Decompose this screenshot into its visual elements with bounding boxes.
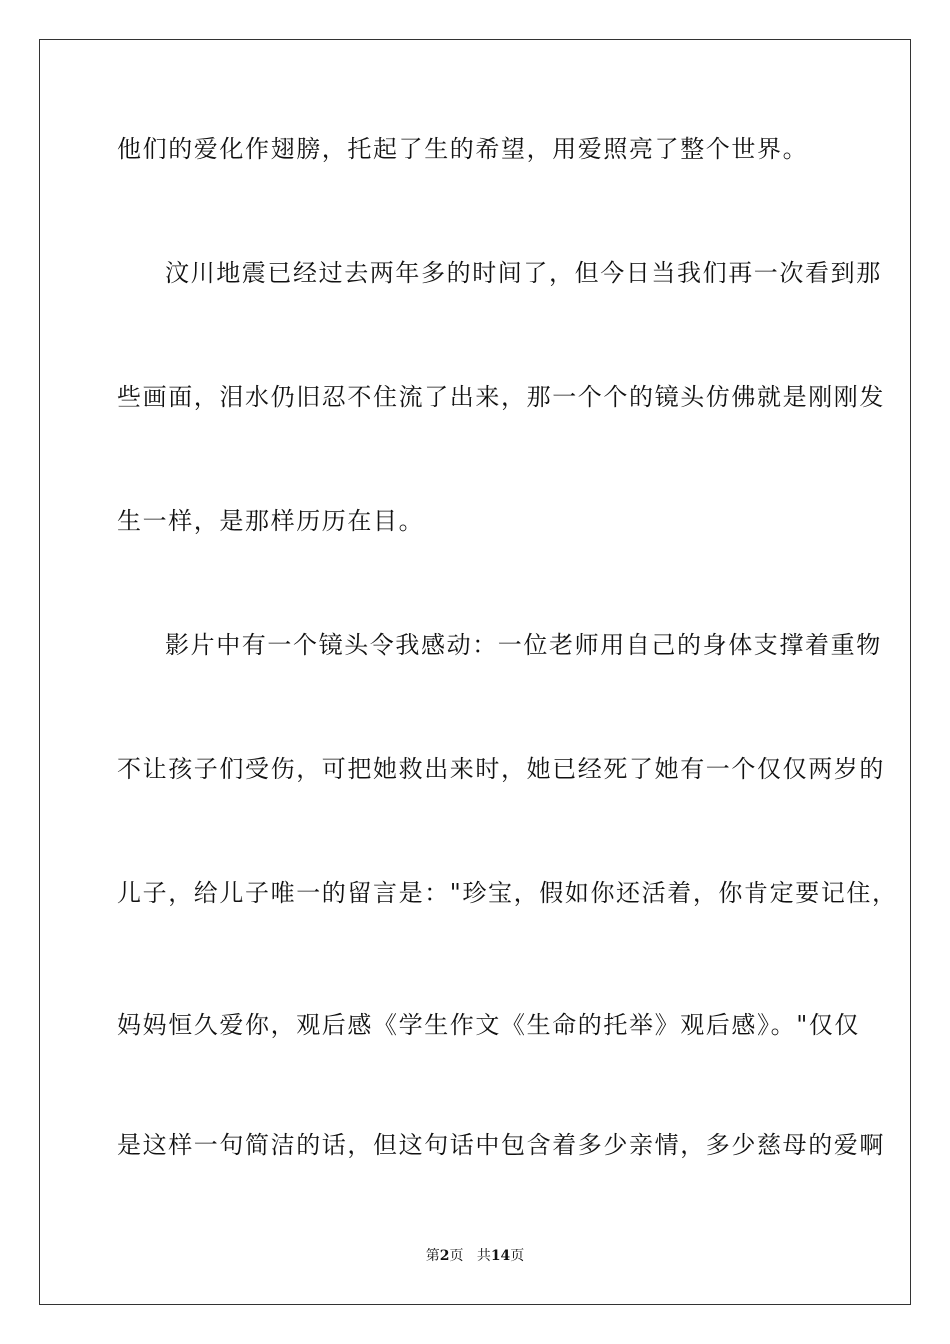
paragraph-line: 汶川地震已经过去两年多的时间了，但今日当我们再一次看到那 [165, 259, 882, 287]
paragraph-line: 是这样一句简洁的话，但这句话中包含着多少亲情，多少慈母的爱啊 [117, 1131, 885, 1159]
total-pages: 14 [490, 1248, 511, 1264]
total-prefix: 共 [476, 1248, 491, 1264]
paragraph-line: 影片中有一个镜头令我感动：一位老师用自己的身体支撑着重物 [165, 631, 882, 659]
paragraph-line: 些画面，泪水仍旧忍不住流了出来，那一个个的镜头仿佛就是刚刚发 [117, 383, 885, 411]
paragraph-line: 儿子，给儿子唯一的留言是："珍宝，假如你还活着，你肯定要记住， [117, 879, 898, 907]
page-suffix: 页 [449, 1248, 464, 1264]
total-suffix: 页 [510, 1248, 525, 1264]
page-number: 2 [439, 1248, 450, 1264]
paragraph-line: 他们的爱化作翅膀，托起了生的希望，用爱照亮了整个世界。 [117, 135, 809, 163]
page-border [39, 39, 911, 1305]
paragraph-line: 不让孩子们受伤，可把她救出来时，她已经死了她有一个仅仅两岁的 [117, 755, 885, 783]
page-footer [0, 1246, 950, 1266]
paragraph-line: 生一样，是那样历历在目。 [117, 507, 425, 535]
page-prefix: 第 [425, 1248, 440, 1264]
paragraph-line: 妈妈恒久爱你，观后感《学生作文《生命的托举》观后感》。"仅仅 [117, 1011, 861, 1039]
